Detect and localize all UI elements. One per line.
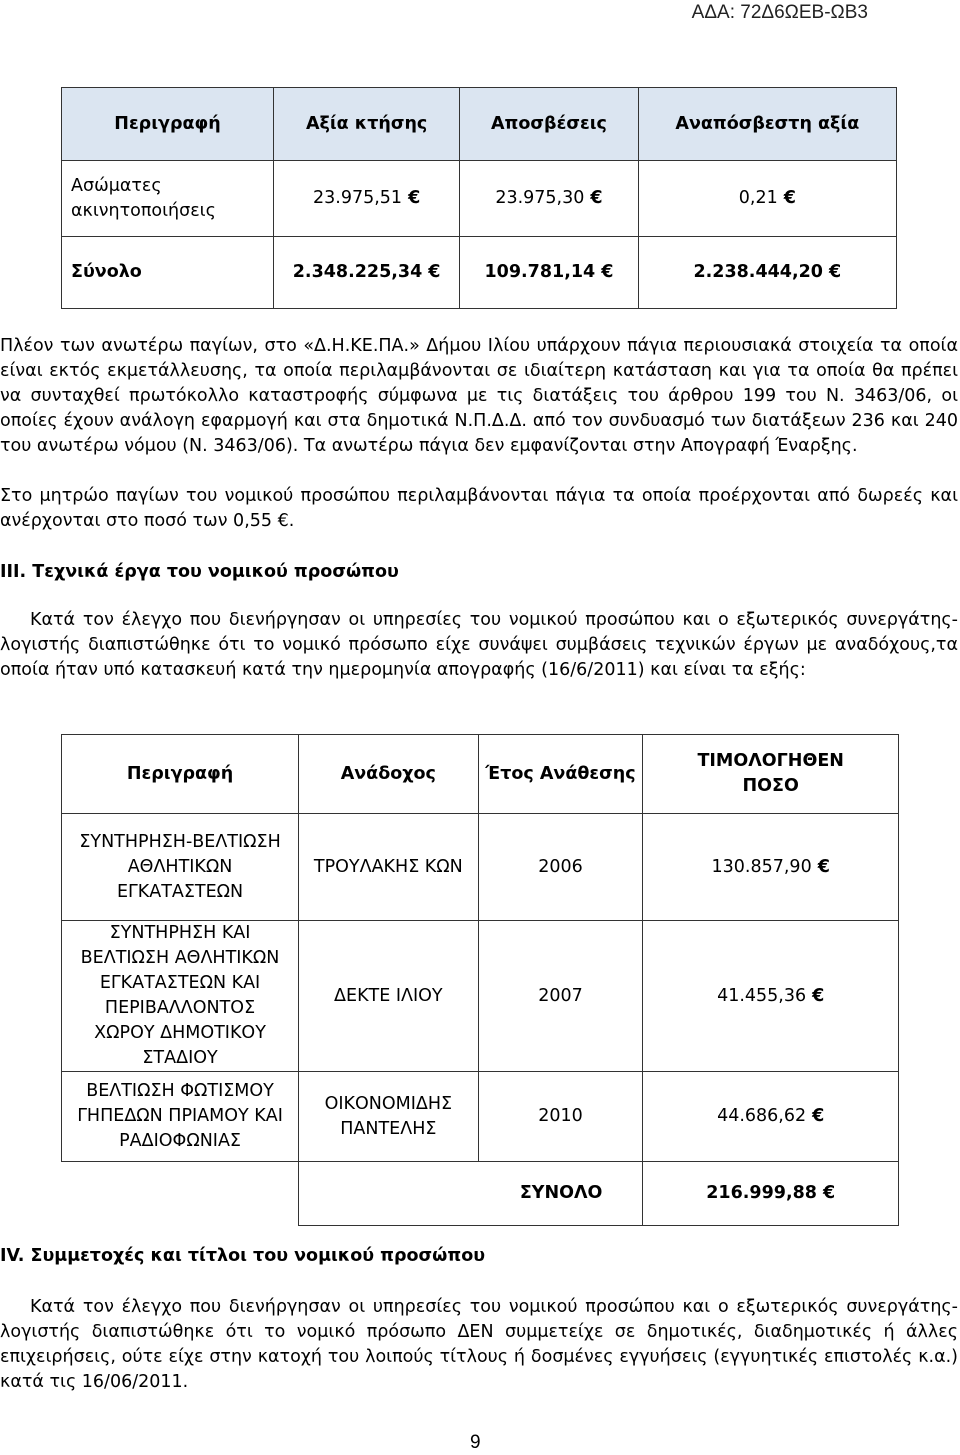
ada-value: 72Δ6ΩΕΒ-ΩΒ3	[740, 2, 868, 23]
header-description: Περιγραφή	[62, 735, 299, 814]
euro-icon: €	[817, 856, 830, 877]
works-table-header	[62, 735, 899, 814]
total-amount-value: 216.999,88	[706, 1183, 817, 1203]
row-description: ΣΥΝΤΗΡΗΣΗ ΚΑΙ ΒΕΛΤΙΩΣΗ ΑΘΛΗΤΙΚΩΝ ΕΓΚΑΤΑΣΤΕΩΝ ΚΑΙ ΠΕΡΙΒΑΛΛΟΝΤΟΣ ΧΩΡΟΥ ΔΗΜΟΤΙΚΟΥ ΣΤΑΔΙΟΥ	[62, 921, 299, 1072]
row-description: ΒΕΛΤΙΩΣΗ ΦΩΤΙΣΜΟΥ ΓΗΠΕΔΩΝ ΠΡΙΑΜΟΥ ΚΑΙ ΡΑΔΙΟΦΩΝΙΑΣ	[62, 1072, 299, 1162]
paragraph-participations: Κατά τον έλεγχο που διενήργησαν οι υπηρεσίες του νομικού προσώπου και ο εξωτερικός συνεργάτης-λογιστής διαπιστώθηκε ότι το νομικό πρόσωπο ΔΕΝ συμμετείχε σε δημοτικές, διαδημοτικές ή άλλες επιχειρήσεις, ούτε είχε στην κατοχή του λοιπούς τίτλους ή δοσμένες εγγυήσεις (εγγυητικές επιστολές κ.α.) κατά τις 16/06/2011.	[0, 1297, 958, 1392]
assets-table	[61, 87, 897, 309]
row-amount	[643, 921, 899, 1072]
euro-icon: €	[812, 1106, 825, 1126]
header-depreciation: Αποσβέσεις	[460, 88, 638, 161]
total-depreciation	[460, 237, 638, 309]
total-amount	[643, 1162, 899, 1226]
header-net-value: Αναπόσβεστη αξία	[638, 88, 896, 161]
paragraph-technical-works: Κατά τον έλεγχο που διενήργησαν οι υπηρεσίες του νομικού προσώπου και ο εξωτερικός συνεργάτης-λογιστής διαπιστώθηκε ότι το νομικό πρόσωπο είχε συνάψει συμβάσεις τεχνικών έργων με αναδόχους,τα οποία ήταν υπό κατασκευή κατά την ημερομηνία απογραφής (16/6/2011) και είναι τα εξής:	[0, 610, 958, 680]
row-description: Ασώματες ακινητοποιήσεις	[62, 161, 274, 237]
assets-table-header	[62, 88, 897, 161]
table-row	[62, 1072, 899, 1162]
row-year: 2010	[478, 1072, 643, 1162]
section-title-technical-works: ΙΙΙ. Τεχνικά έργα του νομικού προσώπου	[0, 562, 399, 582]
cost-value: 23.975,51	[312, 188, 403, 208]
euro-icon: €	[428, 262, 441, 282]
table-row	[62, 161, 897, 237]
row-cost	[273, 161, 459, 237]
row-net	[638, 161, 896, 237]
page-number: 9	[470, 1432, 481, 1453]
row-amount	[643, 814, 899, 921]
net-value: 0,21	[738, 188, 778, 208]
total-row	[62, 1162, 899, 1226]
header-description: Περιγραφή	[62, 88, 274, 161]
total-depreciation-value: 109.781,14	[484, 262, 596, 282]
table-row	[62, 814, 899, 921]
row-contractor: ΔΕΚΤΕ ΙΛΙΟΥ	[299, 921, 479, 1072]
euro-icon: €	[601, 262, 614, 282]
empty-cell	[62, 1162, 299, 1226]
header-contractor: Ανάδοχος	[299, 735, 479, 814]
header-assignment-year: Έτος Ανάθεσης	[478, 735, 643, 814]
amount-value: 44.686,62	[717, 1106, 807, 1126]
technical-works-table	[61, 734, 899, 1226]
row-contractor: ΟΙΚΟΝΟΜΙΔΗΣ ΠΑΝΤΕΛΗΣ	[299, 1072, 479, 1162]
total-label: Σύνολο	[62, 237, 274, 309]
euro-icon: €	[812, 985, 825, 1006]
table-row	[62, 921, 899, 1072]
euro-icon: €	[590, 188, 603, 208]
row-description: ΣΥΝΤΗΡΗΣΗ-ΒΕΛΤΙΩΣΗ ΑΘΛΗΤΙΚΩΝ ΕΓΚΑΤΑΣΤΕΩΝ	[62, 814, 299, 921]
paragraph-donations: Στο μητρώο παγίων του νομικού προσώπου περιλαμβάνονται πάγια τα οποία προέρχονται από δωρεές και ανέρχονται στο ποσό των 0,55 €.	[0, 486, 958, 531]
amount-value: 41.455,36	[717, 985, 807, 1006]
row-contractor: ΤΡΟΥΛΑΚΗΣ ΚΩΝ	[299, 814, 479, 921]
paragraph-non-operational-assets: Πλέον των ανωτέρω παγίων, στο «Δ.Η.ΚΕ.ΠΑ.» Δήμου Ιλίου υπάρχουν πάγια περιουσιακά στοιχεία τα οποία είναι εκτός εκμετάλλευσης, τα οποία περιλαμβάνονται σε ιδιαίτερη κατάσταση και για τα οποία θα πρέπει να συνταχθεί πρωτόκολλο καταστροφής σύμφωνα με τις διατάξεις του άρθρου 199 του Ν. 3463/06, οι οποίες έχουν ανάλογη εφαρμογή και στα δημοτικά Ν.Π.Δ.Δ. από τον συνδυασμό των διατάξεων 236 και 240 του ανωτέρω νόμου (Ν. 3463/06). Τα ανωτέρω πάγια δεν εμφανίζονται στην Απογραφή Έναρξης.	[0, 336, 958, 456]
ada-code	[692, 2, 868, 24]
row-year: 2006	[478, 814, 643, 921]
amount-value: 130.857,90	[711, 856, 812, 877]
row-year: 2007	[478, 921, 643, 1072]
header-acquisition-value: Αξία κτήσης	[273, 88, 459, 161]
total-cost	[273, 237, 459, 309]
header-invoiced-amount: ΤΙΜΟΛΟΓΗΘΕΝ ΠΟΣΟ	[643, 735, 899, 814]
section-title-participations: ΙV. Συμμετοχές και τίτλοι του νομικού προσώπου	[0, 1246, 486, 1266]
total-cost-value: 2.348.225,34	[292, 262, 423, 282]
euro-icon: €	[822, 1183, 836, 1203]
total-net	[638, 237, 896, 309]
total-net-value: 2.238.444,20	[693, 262, 823, 282]
total-row	[62, 237, 897, 309]
ada-label: ΑΔΑ:	[691, 2, 741, 23]
total-label: ΣΥΝΟΛΟ	[299, 1162, 643, 1226]
row-amount	[643, 1072, 899, 1162]
euro-icon: €	[829, 262, 842, 282]
euro-icon: €	[783, 188, 796, 208]
euro-icon: €	[408, 188, 421, 208]
depreciation-value: 23.975,30	[495, 188, 585, 208]
row-depreciation	[460, 161, 638, 237]
